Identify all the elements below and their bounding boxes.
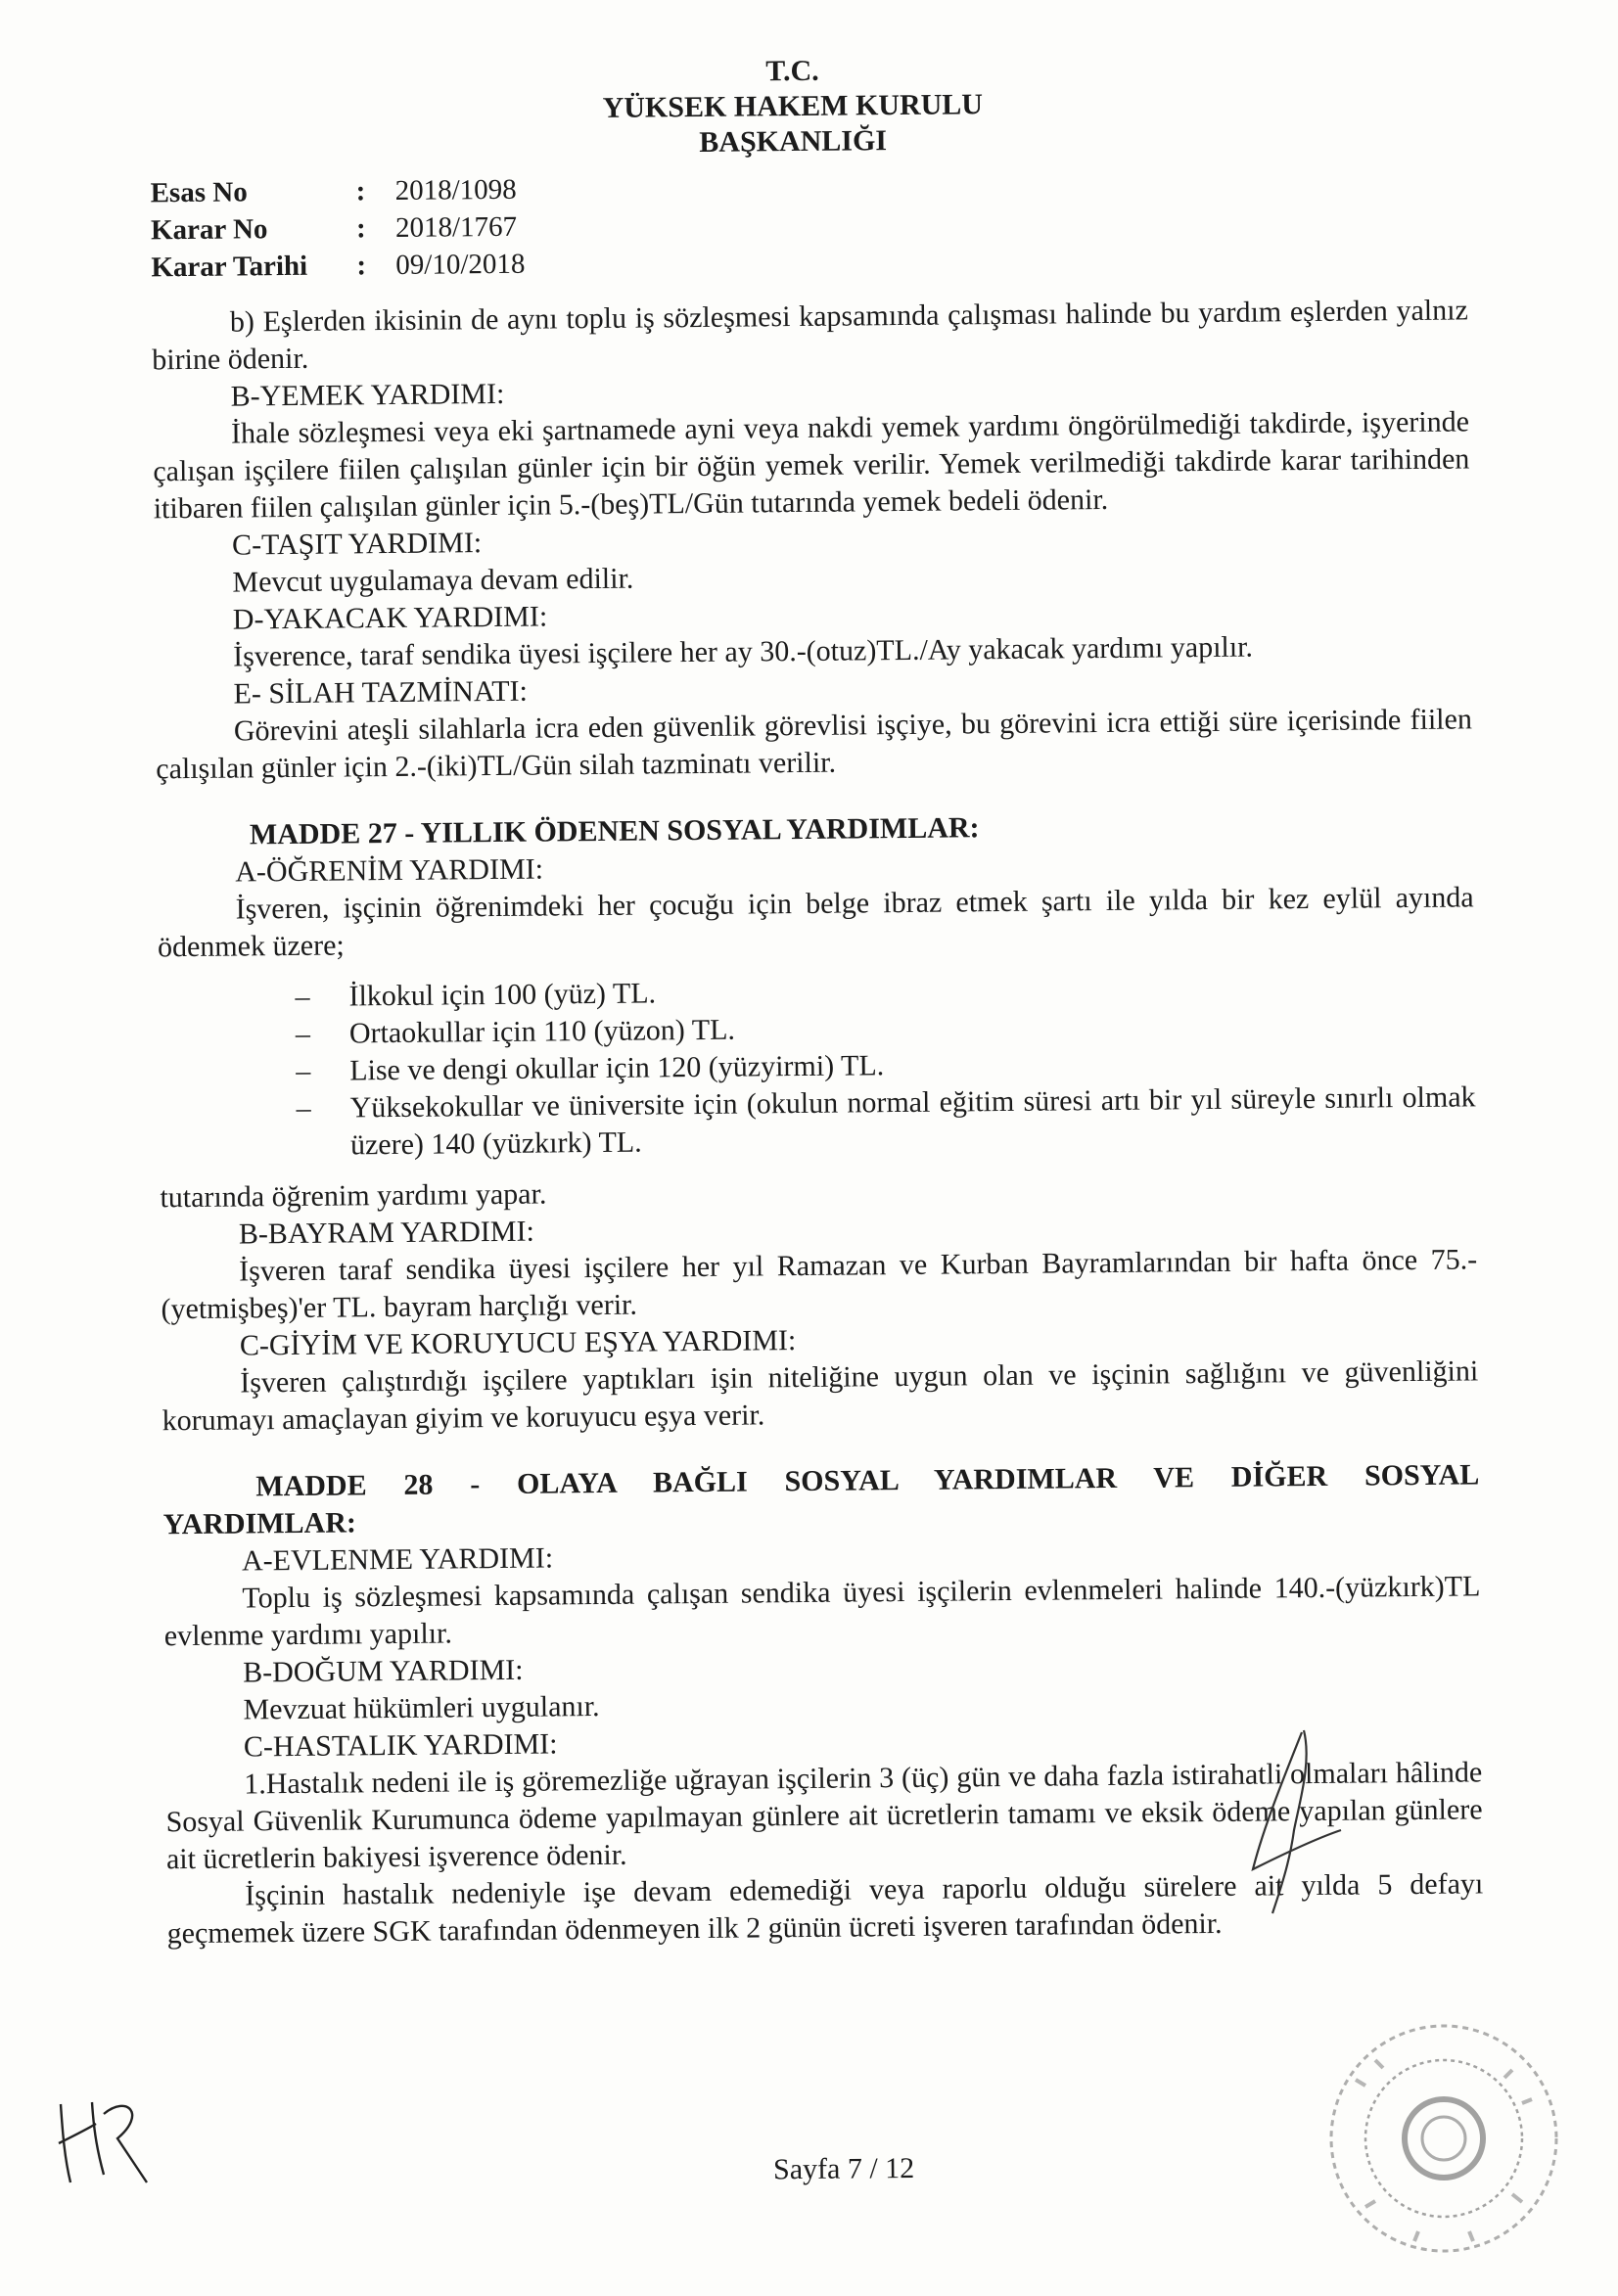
list-item-text: Lise ve dengi okullar için 120 (yüzyirmi) TL.	[349, 1049, 885, 1087]
document-header	[537, 52, 1047, 162]
heading-tasit-yardimi: C-TAŞIT YARDIMI:	[231, 527, 483, 562]
paragraph-yakacak: İşverence, taraf sendika üyesi işçilere her ay 30.-(otuz)TL./Ay yakacak yardımı yapılır.	[233, 630, 1254, 673]
case-metadata	[150, 171, 525, 287]
dash-mark: –	[295, 1017, 311, 1050]
heading-yakacak-yardimi: D-YAKACAK YARDIMI:	[232, 600, 548, 636]
paragraph-dogum: Mevzuat hükümleri uygulanır.	[243, 1690, 600, 1726]
signature-icon	[1243, 1722, 1351, 1928]
document-body	[152, 292, 1484, 1952]
header-country: T.C.	[765, 54, 819, 88]
meta-label: Esas No	[150, 176, 248, 209]
meta-colon: :	[356, 250, 367, 282]
header-office: BAŞKANLIĞI	[699, 124, 888, 159]
heading-ogrenim-yardimi: A-ÖĞRENİM YARDIMI:	[235, 852, 544, 889]
paragraph-ogrenim-end: tutarında öğrenim yardımı yapar.	[160, 1177, 547, 1215]
list-item-text: Ortaokullar için 110 (yüzon) TL.	[348, 1013, 736, 1050]
meta-label: Karar No	[150, 213, 268, 247]
paragraph-bayram: İşveren taraf sendika üyesi işçilere her yıl Ramazan ve Kurban Bayramlarından bir hafta önce 75.-(yetmişbeş)'er TL. bayram harçlığı verir.	[161, 1243, 1478, 1326]
heading-yemek-yardimi: B-YEMEK YARDIMI:	[230, 377, 505, 413]
paragraph-silah: Görevini ateşli silahlarla icra eden güvenlik görevlisi işçiye, bu görevini icra ettiği süre içerisinde fiilen çalışılan günler için 2.-(iki)TL/Gün silah tazminatı verilir.	[156, 703, 1473, 786]
paragraph-ogrenim: İşveren, işçinin öğrenimdeki her çocuğu için belge ibraz etmek şartı ile yılda bir kez eylül ayında ödenmek üzere;	[157, 881, 1474, 964]
meta-colon: :	[355, 175, 366, 207]
meta-label: Karar Tarihi	[151, 250, 308, 284]
paragraph-giyim: İşveren çalıştırdığı işçilere yaptıkları işin niteliğine uygun olan ve işçinin sağlığını ve güvenliğini korumayı amaçlayan giyim ve koruyucu eşya verir.	[162, 1355, 1479, 1438]
list-item-text: İlkokul için 100 (yüz) TL.	[348, 977, 657, 1013]
meta-value: 09/10/2018	[395, 248, 526, 281]
article-28-title: MADDE 28 - OLAYA BAĞLI SOSYAL YARDIMLAR VE DİĞER SOSYAL YARDIMLAR:	[162, 1458, 1480, 1541]
paragraph-tasit: Mevcut uygulamaya devam edilir.	[232, 562, 634, 599]
initials-icon	[49, 2085, 157, 2192]
heading-dogum-yardimi: B-DOĞUM YARDIMI:	[242, 1653, 524, 1689]
dash-mark: –	[296, 1054, 311, 1087]
paragraph-hastalik-2: İşçinin hastalık nedeniyle işe devam edemediği veya raporlu olduğu sürelere ait yılda 5 defayı geçmemek üzere SGK tarafından ödenmeyen ilk 2 günün ücreti işveren tarafından ödenir.	[166, 1867, 1484, 1951]
dash-mark: –	[296, 1091, 311, 1125]
list-item-text: Yüksekokullar ve üniversite için (okulun normal eğitim süresi artı bir yıl süreyle sınırlı olmak üzere) 140 (yüzkırk) TL.	[349, 1080, 1476, 1162]
paragraph-spouse-rule: b) Eşlerden ikisinin de aynı toplu iş sözleşmesi kapsamında çalışması halinde bu yardım eşlerden yalnız birine ödenir.	[152, 294, 1469, 377]
page-number: Sayfa 7 / 12	[772, 2151, 915, 2186]
meta-value: 2018/1767	[394, 210, 518, 244]
meta-row-karar	[151, 208, 525, 250]
article-27-title: MADDE 27 - YILLIK ÖDENEN SOSYAL YARDIMLAR:	[249, 811, 980, 851]
heading-giyim-yardimi: C-GİYİM VE KORUYUCU EŞYA YARDIMI:	[239, 1324, 797, 1362]
heading-bayram-yardimi: B-BAYRAM YARDIMI:	[238, 1215, 534, 1251]
header-institution: YÜKSEK HAKEM KURULU	[602, 88, 984, 124]
official-seal-icon	[1297, 2011, 1591, 2266]
heading-evlenme-yardimi: A-EVLENME YARDIMI:	[241, 1541, 554, 1578]
meta-row-esas	[150, 171, 524, 212]
list-item	[296, 1079, 1476, 1165]
heading-silah-tazminati: E- SİLAH TAZMİNATI:	[233, 674, 529, 711]
meta-row-tarih	[151, 246, 525, 287]
meta-value: 2018/1098	[394, 173, 517, 207]
paragraph-hastalik-1: 1.Hastalık nedeni ile iş göremezliğe uğrayan işçilerin 3 (üç) gün ve daha fazla istirahatli olmaları hâlinde Sosyal Güvenlik Kurumunca ödeme yapılmayan günlere ait ücretlerin tamamı ve eksik ödeme yapılan günlere ait ücretlerin bakiyesi işverence ödenir.	[165, 1756, 1483, 1876]
paragraph-yemek: İhale sözleşmesi veya eki şartnamede ayni veya nakdi yemek yardımı öngörülmediği takdirde, işyerinde çalışan işçilere fiilen çalışılan günler için bir öğün yemek verilir. Yemek verilmediği takdirde karar tarihinden itibaren fiilen çalışılan günler için 5.-(beş)TL/Gün tutarında yemek bedeli ödenir.	[153, 405, 1470, 526]
heading-hastalik-yardimi: C-HASTALIK YARDIMI:	[243, 1727, 558, 1764]
dash-mark: –	[295, 980, 310, 1013]
meta-colon: :	[355, 212, 366, 245]
paragraph-evlenme: Toplu iş sözleşmesi kapsamında çalışan sendika üyesi işçilerin evlenmeleri halinde 140.-(yüzkırk)TL evlenme yardımı yapılır.	[163, 1570, 1481, 1653]
education-aid-list	[158, 967, 1476, 1166]
